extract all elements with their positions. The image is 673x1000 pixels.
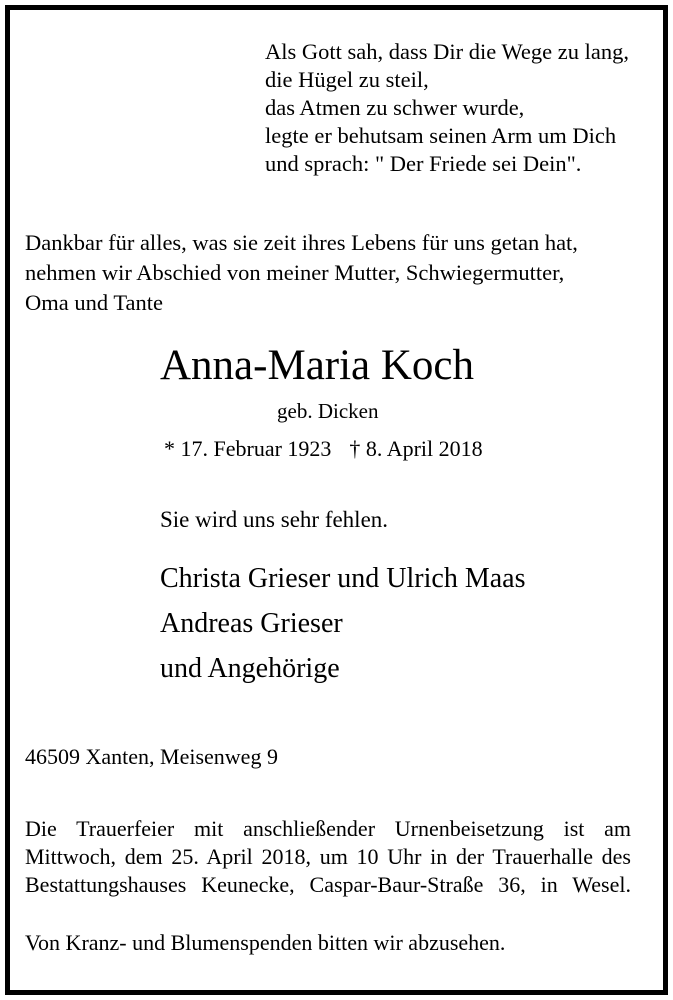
intro-text [25,228,645,318]
poem-line: und sprach: " Der Friede sei Dein". [265,151,582,176]
ceremony-info [25,815,631,899]
birth-date: * 17. Februar 1923 [164,436,332,461]
poem-line: Als Gott sah, dass Dir die Wege zu lang, [265,39,629,64]
poem [265,38,629,178]
mourner: und Angehörige [160,653,340,684]
farewell-text: Sie wird uns sehr fehlen. [160,507,389,532]
intro-line: Dankbar für alles, was sie zeit ihres Lebens für uns getan hat, [25,230,578,255]
ceremony-line: Bestattungshauses Keunecke, Caspar-Baur-Straße 36, in Wesel. [25,872,631,897]
flowers-note: Von Kranz- und Blumenspenden bitten wir abzusehen. [25,930,506,955]
deceased-name: Anna-Maria Koch [160,342,475,389]
poem-line: legte er behutsam seinen Arm um Dich [265,123,617,148]
mourners-list [160,556,525,691]
intro-line: nehmen wir Abschied von meiner Mutter, Schwiegermutter, [25,260,565,285]
ceremony-line: Die Trauerfeier mit anschließender Urnenbeisetzung ist am [25,816,631,841]
mourner: Christa Grieser und Ulrich Maas [160,563,526,594]
intro-line: Oma und Tante [25,290,163,315]
death-date: † 8. April 2018 [349,436,483,461]
maiden-name: geb. Dicken [277,399,379,423]
ceremony-line: Mittwoch, dem 25. April 2018, um 10 Uhr in der Trauerhalle des [25,844,631,869]
poem-line: das Atmen zu schwer wurde, [265,95,525,120]
life-dates [164,435,483,463]
mourner: Andreas Grieser [160,608,343,639]
family-address: 46509 Xanten, Meisenweg 9 [25,744,278,769]
poem-line: die Hügel zu steil, [265,67,429,92]
